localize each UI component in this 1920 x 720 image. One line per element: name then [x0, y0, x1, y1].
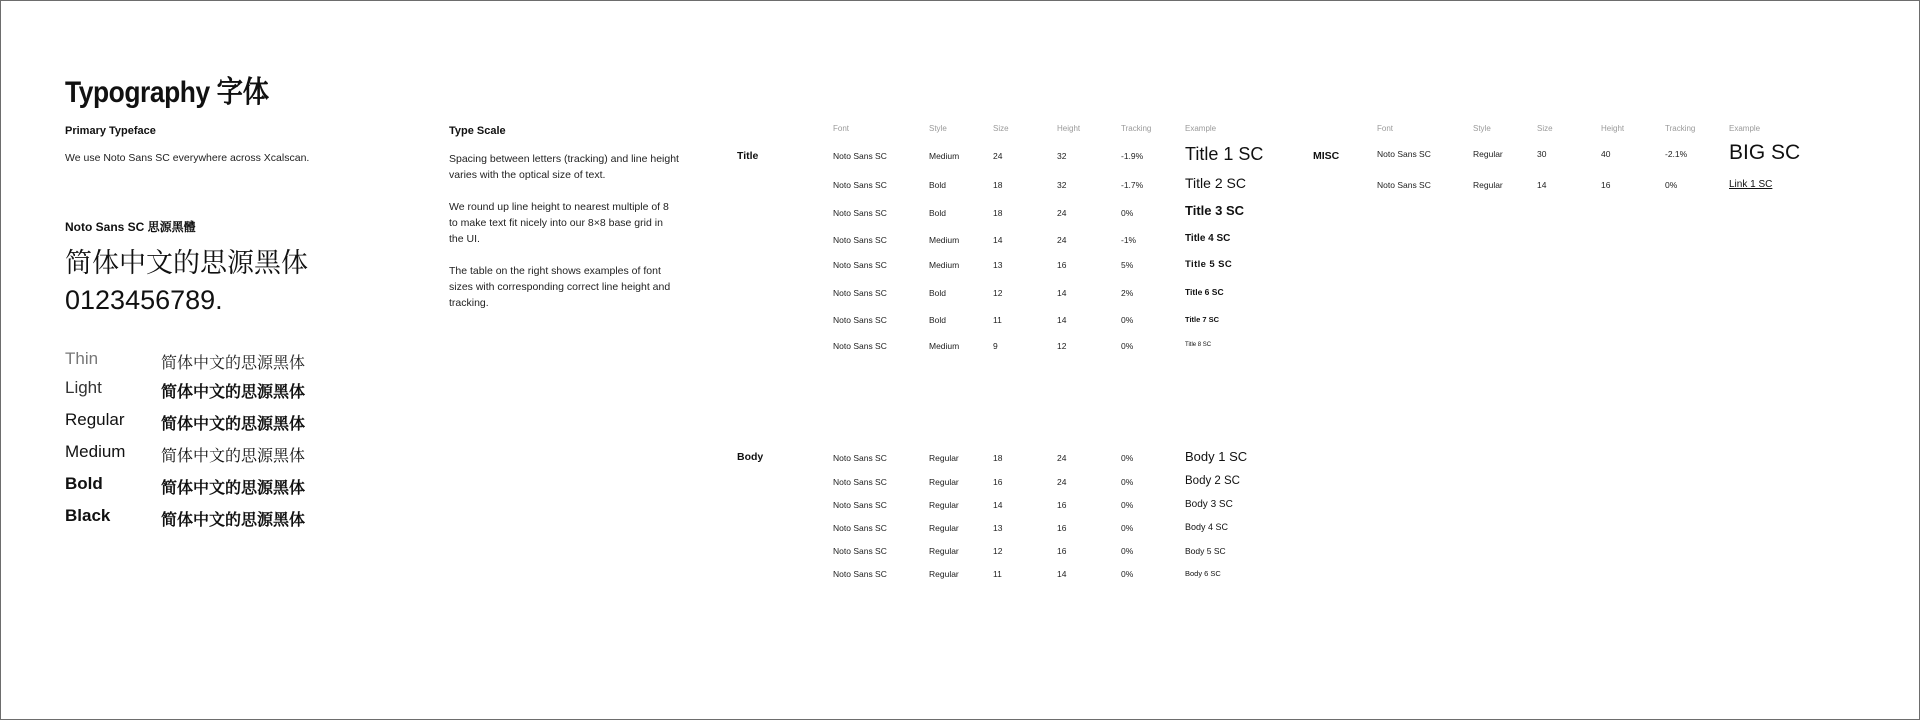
- cell-size: 18: [993, 208, 1003, 218]
- cell-tracking: -2.1%: [1665, 149, 1688, 159]
- cell-tracking: 0%: [1121, 315, 1134, 325]
- cell-style: Bold: [929, 208, 947, 218]
- cell-height: 24: [1057, 477, 1067, 487]
- cell-height: 12: [1057, 341, 1067, 351]
- misc-column-header-font: Font: [1377, 124, 1394, 133]
- cell-style: Regular: [929, 453, 959, 463]
- cell-style: Regular: [929, 477, 959, 487]
- cell-tracking: 5%: [1121, 260, 1134, 270]
- cell-height: 14: [1057, 315, 1067, 325]
- cell-example: Title 8 SC: [1185, 342, 1212, 348]
- weight-label-bold: Bold: [65, 474, 103, 493]
- misc-column-header-size: Size: [1537, 124, 1553, 133]
- type-scale-paragraph: We round up line height to nearest multiple of 8 to make text fit nicely into our 8×8 base grid in the UI.: [449, 201, 669, 245]
- cell-font: Noto Sans SC: [833, 546, 887, 556]
- cell-size: 18: [993, 453, 1003, 463]
- cell-tracking: -1.7%: [1121, 180, 1144, 190]
- column-header-height: Height: [1057, 124, 1081, 133]
- primary-typeface-description: We use Noto Sans SC everywhere across Xcalscan.: [65, 152, 310, 164]
- cell-style: Regular: [1473, 149, 1503, 159]
- cell-font: Noto Sans SC: [833, 453, 887, 463]
- cell-font: Noto Sans SC: [833, 477, 887, 487]
- type-scale-paragraph: Spacing between letters (tracking) and line height varies with the optical size of text.: [449, 153, 679, 181]
- misc-group-label: MISC: [1313, 150, 1340, 162]
- cell-example: Title 7 SC: [1185, 315, 1220, 324]
- cell-style: Regular: [929, 569, 959, 579]
- cell-tracking: 0%: [1121, 208, 1134, 218]
- weight-sample-bold: 简体中文的思源黑体: [161, 480, 306, 497]
- cell-height: 16: [1057, 546, 1067, 556]
- cell-example: BIG SC: [1729, 141, 1801, 164]
- column-header-example: Example: [1185, 124, 1217, 133]
- cell-height: 24: [1057, 235, 1067, 245]
- cell-example: Title 5 SC: [1185, 259, 1233, 270]
- cell-font: Noto Sans SC: [833, 341, 887, 351]
- cell-height: 14: [1057, 288, 1067, 298]
- cell-font: Noto Sans SC: [833, 260, 887, 270]
- cell-style: Medium: [929, 341, 960, 351]
- cell-size: 9: [993, 341, 998, 351]
- column-header-style: Style: [929, 124, 947, 133]
- cell-example: Body 4 SC: [1185, 522, 1229, 532]
- column-header-tracking: Tracking: [1121, 124, 1152, 133]
- cell-height: 16: [1601, 180, 1611, 190]
- cell-height: 16: [1057, 523, 1067, 533]
- cell-size: 18: [993, 180, 1003, 190]
- cell-tracking: 0%: [1121, 453, 1134, 463]
- misc-column-header-height: Height: [1601, 124, 1625, 133]
- primary-typeface-heading: Primary Typeface: [65, 125, 156, 137]
- weight-sample-thin: 简体中文的思源黑体: [161, 355, 306, 372]
- cell-style: Bold: [929, 288, 947, 298]
- cell-tracking: 0%: [1665, 180, 1678, 190]
- cell-size: 11: [993, 569, 1002, 579]
- cell-height: 24: [1057, 208, 1067, 218]
- weight-label-black: Black: [65, 506, 111, 525]
- cell-size: 14: [993, 235, 1003, 245]
- cell-tracking: 0%: [1121, 477, 1134, 487]
- cell-example: Title 6 SC: [1185, 287, 1224, 297]
- cell-height: 32: [1057, 180, 1067, 190]
- sample-digits: 0123456789.: [65, 285, 223, 315]
- cell-tracking: 2%: [1121, 288, 1134, 298]
- weight-sample-regular: 简体中文的思源黑体: [161, 416, 306, 433]
- cell-size: 12: [993, 288, 1003, 298]
- font-name: Noto Sans SC 思源黑體: [65, 220, 196, 234]
- cell-tracking: 0%: [1121, 546, 1134, 556]
- cell-font: Noto Sans SC: [833, 500, 887, 510]
- cell-size: 14: [1537, 180, 1547, 190]
- cell-font: Noto Sans SC: [833, 235, 887, 245]
- column-header-size: Size: [993, 124, 1009, 133]
- column-header-font: Font: [833, 124, 850, 133]
- cell-size: 14: [993, 500, 1003, 510]
- cell-tracking: -1.9%: [1121, 151, 1144, 161]
- cell-tracking: 0%: [1121, 523, 1134, 533]
- title-group-label: Title: [737, 150, 759, 162]
- weight-sample-medium: 简体中文的思源黑体: [161, 448, 306, 465]
- cell-font: Noto Sans SC: [833, 569, 887, 579]
- cell-size: 30: [1537, 149, 1547, 159]
- link-example[interactable]: Link 1 SC: [1729, 179, 1773, 190]
- cell-size: 13: [993, 260, 1003, 270]
- misc-column-header-example: Example: [1729, 124, 1761, 133]
- body-group-label: Body: [737, 451, 764, 463]
- cell-size: 12: [993, 546, 1003, 556]
- cell-font: Noto Sans SC: [833, 151, 887, 161]
- type-scale-heading: Type Scale: [449, 125, 506, 137]
- cell-font: Noto Sans SC: [833, 288, 887, 298]
- cell-example: Title 4 SC: [1185, 233, 1231, 244]
- weight-sample-black: 简体中文的思源黑体: [161, 512, 306, 529]
- cell-font: Noto Sans SC: [833, 180, 887, 190]
- cell-tracking: 0%: [1121, 500, 1134, 510]
- cell-style: Regular: [929, 523, 959, 533]
- cell-example: Body 3 SC: [1185, 499, 1233, 510]
- cell-style: Regular: [1473, 180, 1503, 190]
- cell-example: Body 1 SC: [1185, 449, 1248, 464]
- page-title: Typography 字体: [65, 76, 269, 109]
- weight-label-light: Light: [65, 378, 102, 397]
- cell-size: 11: [993, 315, 1002, 325]
- cell-font: Noto Sans SC: [833, 523, 887, 533]
- sample-chinese: 简体中文的思源黑体: [65, 248, 308, 278]
- cell-height: 32: [1057, 151, 1067, 161]
- type-scale-paragraph: The table on the right shows examples of font sizes with corresponding correct line height and tracking.: [449, 265, 671, 309]
- cell-style: Regular: [929, 500, 959, 510]
- cell-size: 24: [993, 151, 1003, 161]
- cell-style: Medium: [929, 151, 960, 161]
- cell-example: Title 1 SC: [1185, 144, 1264, 164]
- cell-height: 16: [1057, 260, 1067, 270]
- weight-label-thin: Thin: [65, 349, 99, 368]
- cell-style: Bold: [929, 315, 947, 325]
- cell-height: 14: [1057, 569, 1067, 579]
- cell-tracking: 0%: [1121, 341, 1134, 351]
- cell-style: Bold: [929, 180, 947, 190]
- cell-font: Noto Sans SC: [1377, 149, 1431, 159]
- cell-size: 16: [993, 477, 1003, 487]
- cell-tracking: 0%: [1121, 569, 1134, 579]
- cell-example: Body 6 SC: [1185, 569, 1221, 578]
- cell-tracking: -1%: [1121, 235, 1137, 245]
- cell-height: 40: [1601, 149, 1611, 159]
- cell-example: Title 2 SC: [1185, 175, 1246, 191]
- weight-sample-light: 简体中文的思源黑体: [161, 384, 306, 401]
- cell-style: Medium: [929, 235, 960, 245]
- cell-font: Noto Sans SC: [833, 315, 887, 325]
- cell-example: Body 5 SC: [1185, 546, 1226, 556]
- cell-style: Regular: [929, 546, 959, 556]
- cell-example: Title 3 SC: [1185, 203, 1245, 218]
- weight-label-medium: Medium: [65, 442, 126, 461]
- cell-size: 13: [993, 523, 1003, 533]
- cell-height: 24: [1057, 453, 1067, 463]
- cell-font: Noto Sans SC: [833, 208, 887, 218]
- misc-column-header-tracking: Tracking: [1665, 124, 1696, 133]
- cell-font: Noto Sans SC: [1377, 180, 1431, 190]
- cell-style: Medium: [929, 260, 960, 270]
- cell-example: Body 2 SC: [1185, 475, 1240, 487]
- weight-label-regular: Regular: [65, 410, 125, 429]
- cell-height: 16: [1057, 500, 1067, 510]
- misc-column-header-style: Style: [1473, 124, 1491, 133]
